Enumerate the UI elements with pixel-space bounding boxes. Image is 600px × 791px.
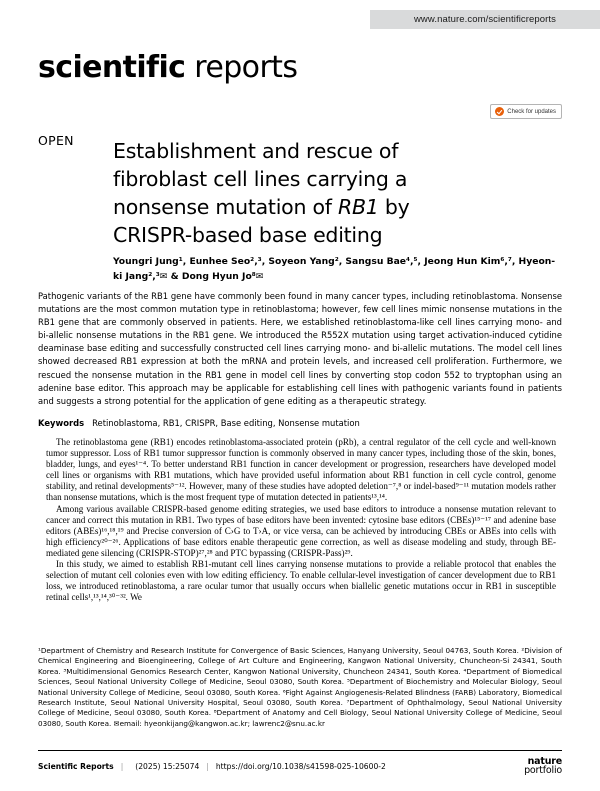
keywords-section: [38, 417, 562, 430]
nature-portfolio-logo: [524, 757, 562, 775]
journal-url: www.nature.com/scientificreports: [413, 14, 557, 25]
body-paragraph-2: Among various available CRISPR-based genome editing strategies, we used base editors to introduce a nonsense mutation relevant to cancer and correct this mutation in RB1. Two types of base editors have been invented: cytosine base editors (CBEs)¹⁵⁻¹⁷ and adenine base editors (ABEs)¹⁶,¹⁸,¹⁹ and Precise conversion of C›G to T›A, or vice versa, can be achieved by introducing CBEs or ABEs into cells with high efficiency²⁰⁻²⁶. Applications of base editors enable therapeutic gene correction, as well as disease modeling and study, through BE-mediated gene silencing (CRISPR-STOP)²⁷,²⁸ and PTC bypassing (CRISPR-Pass)²⁹.: [46, 503, 556, 558]
page-footer: [38, 757, 562, 775]
open-access-label: OPEN: [38, 133, 74, 148]
body-paragraph-1: The retinoblastoma gene (RB1) encodes retinoblastoma-associated protein (pRb), a central regulator of the cell cycle and well-known tumor suppressor. Loss of RB1 tumor suppressor function is commonly observed in many cancer types, including those of the skin, bones, bladder, lungs, and eyes¹⁻⁴. To better understand RB1 function in cancer development or progression, researchers have developed model cell lines or organisms with RB1 mutations, which have provided useful information about RB1 function in cell cycle control, genome stability, and retinal developments⁵⁻¹². However, many of these studies have adopted deletion⁻⁷,⁸ or indel-based⁹⁻¹¹ mutation models rather than nonsense mutations, which is the most frequent type of mutation detected in patients¹³,¹⁴.: [46, 437, 556, 503]
footer-divider: [38, 750, 562, 751]
keywords-label: Keywords: [38, 418, 85, 428]
article-body: [46, 437, 556, 603]
title-gene-name: RB1: [338, 194, 379, 219]
check-for-updates-badge[interactable]: [490, 104, 562, 119]
author-list: Youngri Jung¹, Eunhee Seo²,³, Soyeon Yang², Sangsu Bae⁴,⁵, Jeong Hun Kim⁶,⁷, Hyeon-ki Jang²,³✉ & Dong Hyun Jo⁸✉: [113, 256, 556, 282]
title-line-1: Establishment and rescue of: [113, 138, 399, 163]
journal-masthead: [38, 50, 297, 85]
footer-journal-name: Scientific Reports: [38, 761, 114, 771]
footer-volume: (2025) 15:25074: [135, 761, 200, 771]
masthead-bold: scientific: [38, 50, 186, 85]
page-title: [113, 137, 563, 249]
title-line-3-b: by: [378, 194, 410, 219]
title-line-3-a: nonsense mutation of: [113, 194, 338, 219]
journal-url-bar: [370, 10, 600, 29]
title-line-4: CRISPR-based base editing: [113, 222, 383, 247]
body-paragraph-3: In this study, we aimed to establish RB1-mutant cell lines carrying nonsense mutations to provide a reliable protocol that enables the selection of mutant cell colonies even with low editing efficiency. To enable cellular-level investigation of cancer development due to RB1 loss, we introduced retinoblastoma, a rare ocular tumor that usually occurs when biallelic genetic mutations occur in RB1 in susceptible retinal cells¹,¹³,¹⁴,³⁰⁻³². We: [46, 559, 556, 603]
footer-doi-link[interactable]: https://doi.org/10.1038/s41598-025-10600-2: [215, 761, 386, 771]
abstract-text: Pathogenic variants of the RB1 gene have commonly been found in many cancer types, including retinoblastoma. Nonsense mutations are the most common mutation type in retinoblastoma; however, few cell lines mimic nonsense mutations in the RB1 gene that are commonly observed in patients. Here, we established retinoblastoma-like cell lines carrying mono- and bi-allelic nonsense mutations in the RB1 gene. We introduced the R552X mutation using target activation-induced cytidine deaminase base editing and successfully constructed cell lines carrying mono- and bi-allelic mutations. The model cell lines showed decreased RB1 expression at both the mRNA and protein levels, and increased cell proliferation. Furthermore, we rescued the nonsense mutation in the RB1 gene in model cell lines by converting stop codon 552 to tryptophan using an adenine base editor. This approach may be applicable for establishing cell lines with pathogenic variants found in patients and suggests a strong potential for the application of gene editing as a therapeutic strategy.: [38, 291, 562, 406]
masthead-light: reports: [185, 50, 298, 85]
keywords-value: Retinoblastoma, RB1, CRISPR, Base editing, Nonsense mutation: [92, 418, 360, 428]
title-line-2: fibroblast cell lines carrying a: [113, 166, 408, 191]
brand-line-1: nature: [527, 756, 562, 767]
check-for-updates-label: Check for updates: [507, 108, 556, 115]
brand-line-2: portfolio: [524, 765, 562, 776]
footer-separator-2: |: [206, 761, 209, 771]
footer-separator-1: |: [120, 761, 124, 771]
author-affiliations: ¹Department of Chemistry and Research Institute for Convergence of Basic Sciences, Hanyang University, Seoul 04763, South Korea. ²Division of Chemical Engineering and Bioengineering, College of Art Culture and Engineering, Kangwon National University, Chuncheon-Si 24341, South Korea. ³Multidimensional Genomics Research Center, Kangwon National University, Chuncheon 24341, South Korea. ⁴Department of Biomedical Sciences, Seoul National University College of Medicine, Seoul 03080, South Korea. ⁵Department of Biochemistry and Molecular Biology, Seoul National University College of Medicine, Seoul 03080, South Korea. ⁶Fight Against Angiogenesis-Related Blindness (FARB) Laboratory, Biomedical Research Institute, Seoul National University Hospital, Seoul 03080, South Korea. ⁷Department of Ophthalmology, Seoul National University College of Medicine, Seoul 03080, South Korea. ⁸Department of Anatomy and Cell Biology, Seoul National University College of Medicine, Seoul 03080, South Korea. ✉email: hyeonkijang@kangwon.ac.kr; lawrenc2@snu.ac.kr: [38, 646, 562, 728]
check-circle-icon: [495, 107, 504, 116]
